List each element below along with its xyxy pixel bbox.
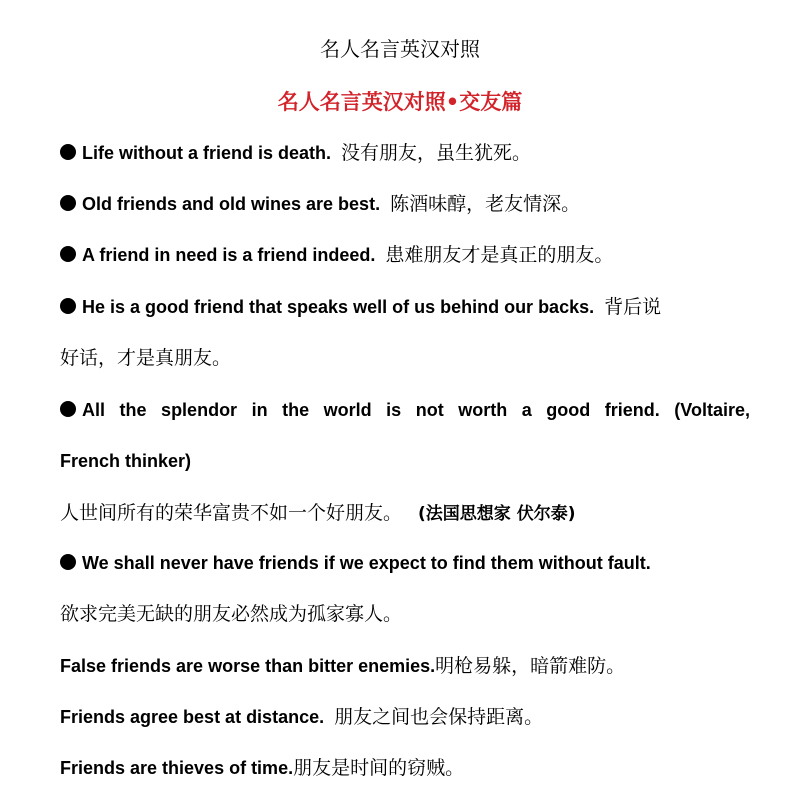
quote-chinese: 没有朋友，虽生犹死。 [341, 142, 532, 164]
quote-chinese: 明枪易躲，暗箭难防。 [435, 655, 626, 677]
quote-chinese-part1: 背后说 [604, 296, 662, 318]
quote-english: Life without a friend is death. [82, 143, 332, 163]
quote-english: Old friends and old wines are best. [82, 194, 381, 214]
quote-entry-9 [60, 755, 750, 782]
quote-english: Friends are thieves of time. [60, 758, 294, 778]
quote-english: A friend in need is a friend indeed. [82, 245, 376, 265]
quote-english: False friends are worse than bitter enemies. [60, 656, 436, 676]
quote-chinese: 欲求完美无缺的朋友必然成为孤家寡人。 [60, 603, 403, 625]
bullet-icon [60, 401, 76, 417]
quote-entry-3 [60, 242, 750, 269]
bullet-icon [60, 144, 76, 160]
quote-entry-4-continued [60, 345, 750, 372]
bullet-icon [60, 298, 76, 314]
quote-entry-8 [60, 704, 750, 731]
quote-chinese: 陈酒味醇，老友情深。 [390, 193, 581, 215]
quote-english-part2: French thinker) [60, 451, 192, 471]
quote-english: He is a good friend that speaks well of us behind our backs. [82, 297, 595, 317]
document-title: 名人名言英汉对照 [320, 37, 480, 61]
quote-entry-5-chinese [60, 500, 750, 527]
bullet-icon [60, 554, 76, 570]
quote-english: We shall never have friends if we expect to find them without fault. [82, 553, 651, 573]
quote-entry-4 [60, 294, 750, 321]
quote-entry-5 [60, 397, 750, 424]
quote-chinese: 朋友之间也会保持距离。 [334, 706, 544, 728]
quote-entry-6 [60, 550, 750, 577]
quote-entry-6-chinese [60, 601, 750, 628]
quote-entry-2 [60, 191, 750, 218]
quote-chinese: 患难朋友才是真正的朋友。 [385, 244, 614, 266]
quote-entry-1 [60, 140, 750, 167]
bullet-icon [60, 195, 76, 211]
quote-chinese-part2: 好话，才是真朋友。 [60, 347, 232, 369]
quote-chinese: 朋友是时间的窃贼。 [293, 757, 465, 779]
bullet-icon [60, 246, 76, 262]
quote-english: Friends agree best at distance. [60, 707, 325, 727]
quote-chinese-attribution: (法国思想家 伏尔泰) [418, 504, 576, 524]
quote-entry-5-continued [60, 448, 750, 475]
quote-entry-7 [60, 653, 750, 680]
document-subtitle: 名人名言英汉对照•交友篇 [277, 90, 523, 114]
quote-chinese: 人世间所有的荣华富贵不如一个好朋友。 [60, 502, 403, 524]
quote-english-part1: All the splendor in the world is not worth a good friend. (Voltaire, [82, 400, 750, 420]
